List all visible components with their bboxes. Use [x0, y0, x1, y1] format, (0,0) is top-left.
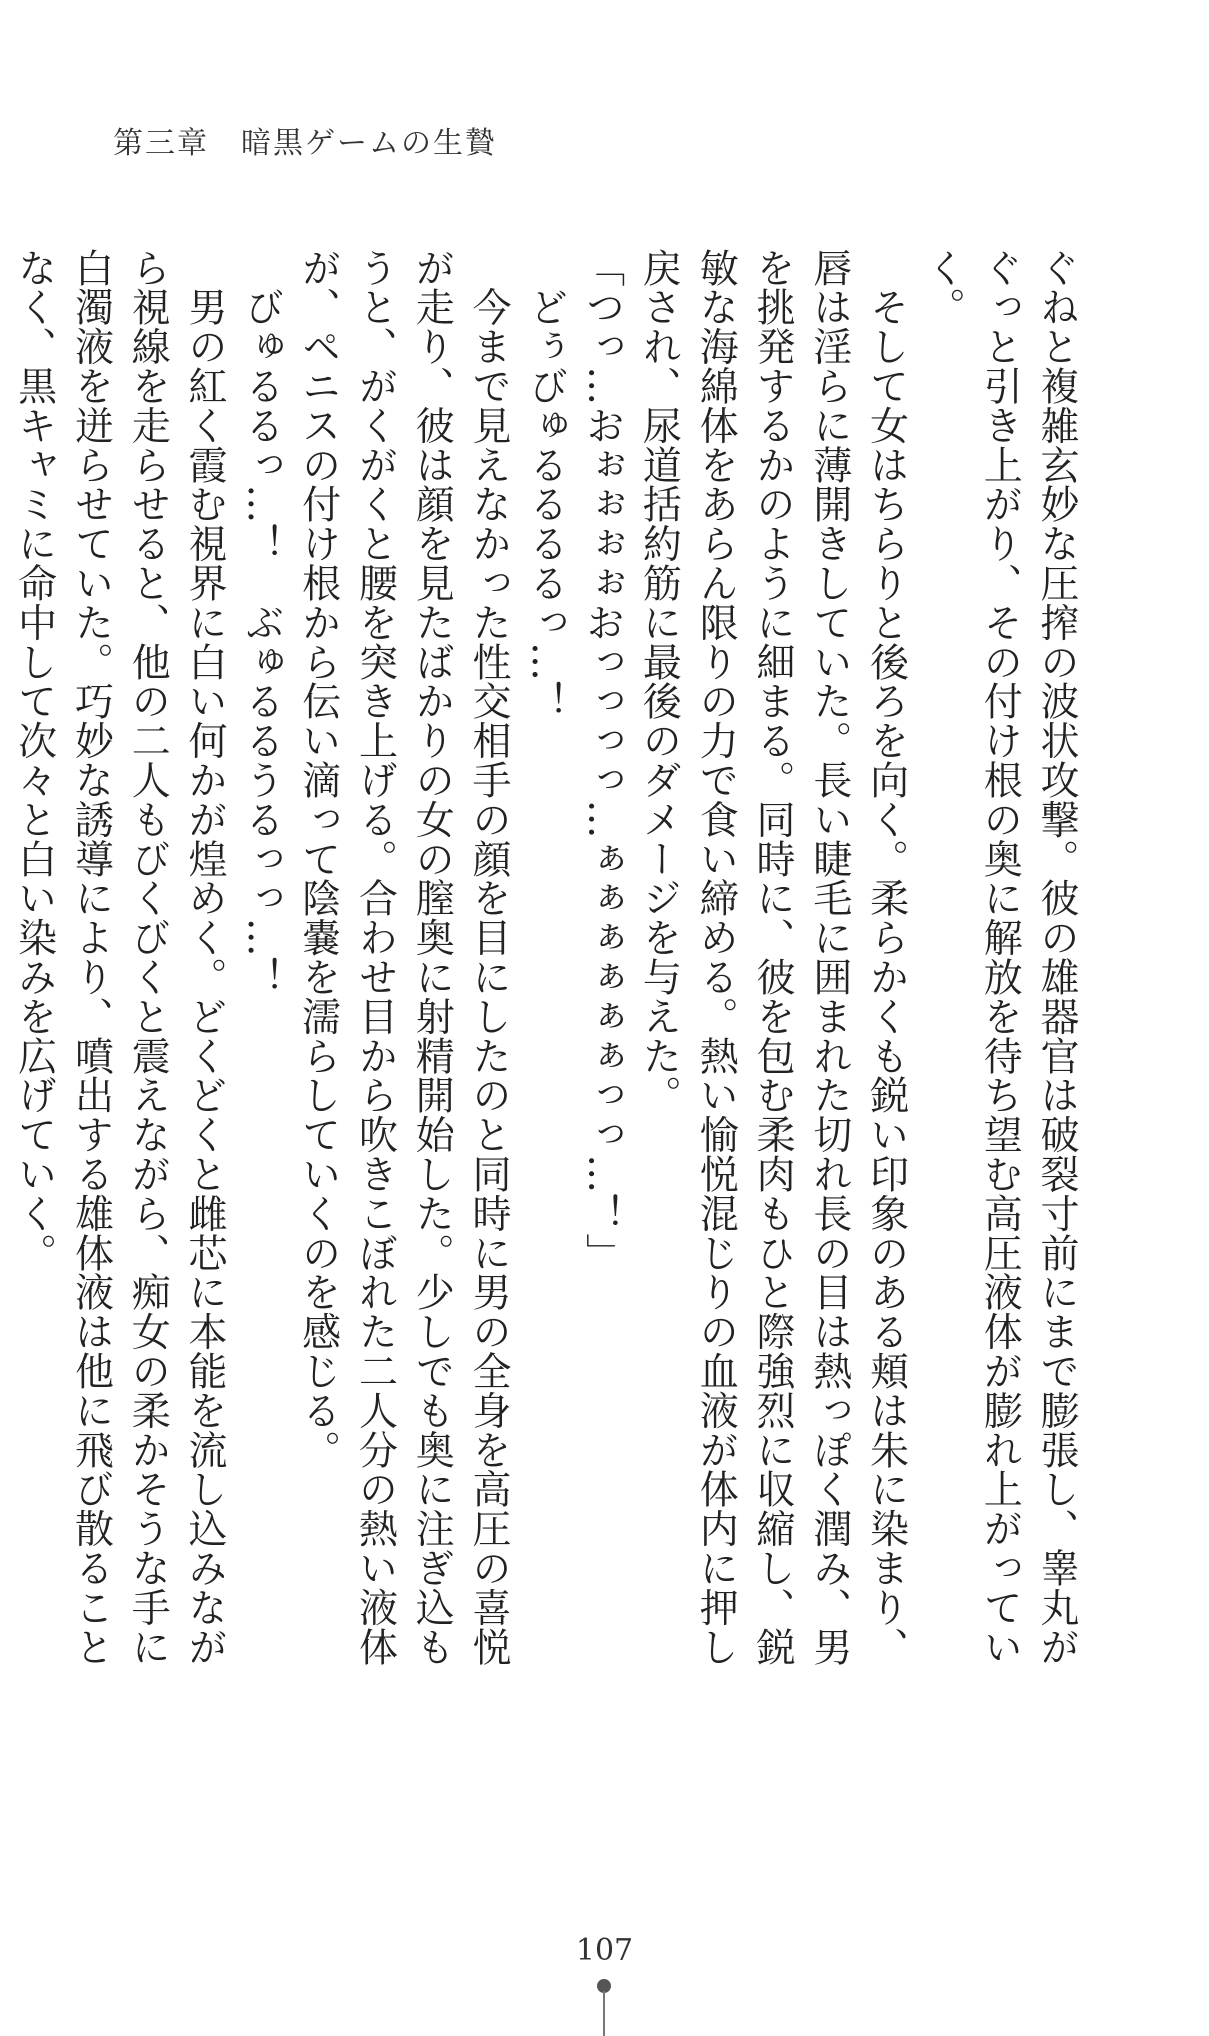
page-marker-icon [597, 1979, 611, 2036]
page-number: 107 [575, 1933, 634, 1968]
paragraph: 男の紅く霞む視界に白い何かが煌めく。どくどくと雌芯に本能を流し込みながら視線を走らせると、他の二人もびくびくと震えながら、痴女の柔かそうな手に白濁液を迸らせていた。巧妙な誘導により、噴出する雄体液は他に飛び散ることなく、黒キャミに命中して次々と白い染みを広げていく。 [11, 248, 228, 1667]
marker-stem [603, 1991, 605, 2036]
body-text [11, 248, 1084, 1678]
running-head: 第三章 暗黒ゲームの生贄 [113, 126, 497, 161]
paragraph: 今まで見えなかった性交相手の顔を目にしたのと同時に男の全身を高圧の喜悦が走り、彼は顔を見たばかりの女の膣奥に射精開始した。少しでも奥に注ぎ込もうと、がくがくと腰を突き上げる。合わせ目から吹きこぼれた二人分の熱い液体が、ペニスの付け根から伝い滴って陰嚢を濡らしていくのを感じる。 [295, 248, 512, 1667]
dialogue-line: 「つっ…おぉぉぉぉおっっっっ…ぁぁぁぁぁぁっっ…！」 [579, 248, 625, 1273]
paragraph: ぐねと複雑玄妙な圧搾の波状攻撃。彼の雄器官は破裂寸前にまで膨張し、睾丸がぐっと引き上がり、その付け根の奥に解放を待ち望む高圧液体が膨れ上がっていく。 [920, 248, 1079, 1667]
onomatopoeia-line: どぅびゅるるるるっ…！ [522, 248, 568, 721]
onomatopoeia-line: びゅるるっ…！ ぶゅるるうるっっ…！ [238, 248, 284, 997]
paragraph: そして女はちらりと後ろを向く。柔らかくも鋭い印象のある頬は朱に染まり、唇は淫らに薄開きしていた。長い睫毛に囲まれた切れ長の目は熱っぽく潤み、男を挑発するかのように細まる。同時に、彼を包む柔肉もひと際強烈に収縮し、鋭敏な海綿体をあらん限りの力で食い締める。熱い愉悦混じりの血液が体内に押し戻され、尿道括約筋に最後のダメージを与えた。 [636, 248, 909, 1667]
